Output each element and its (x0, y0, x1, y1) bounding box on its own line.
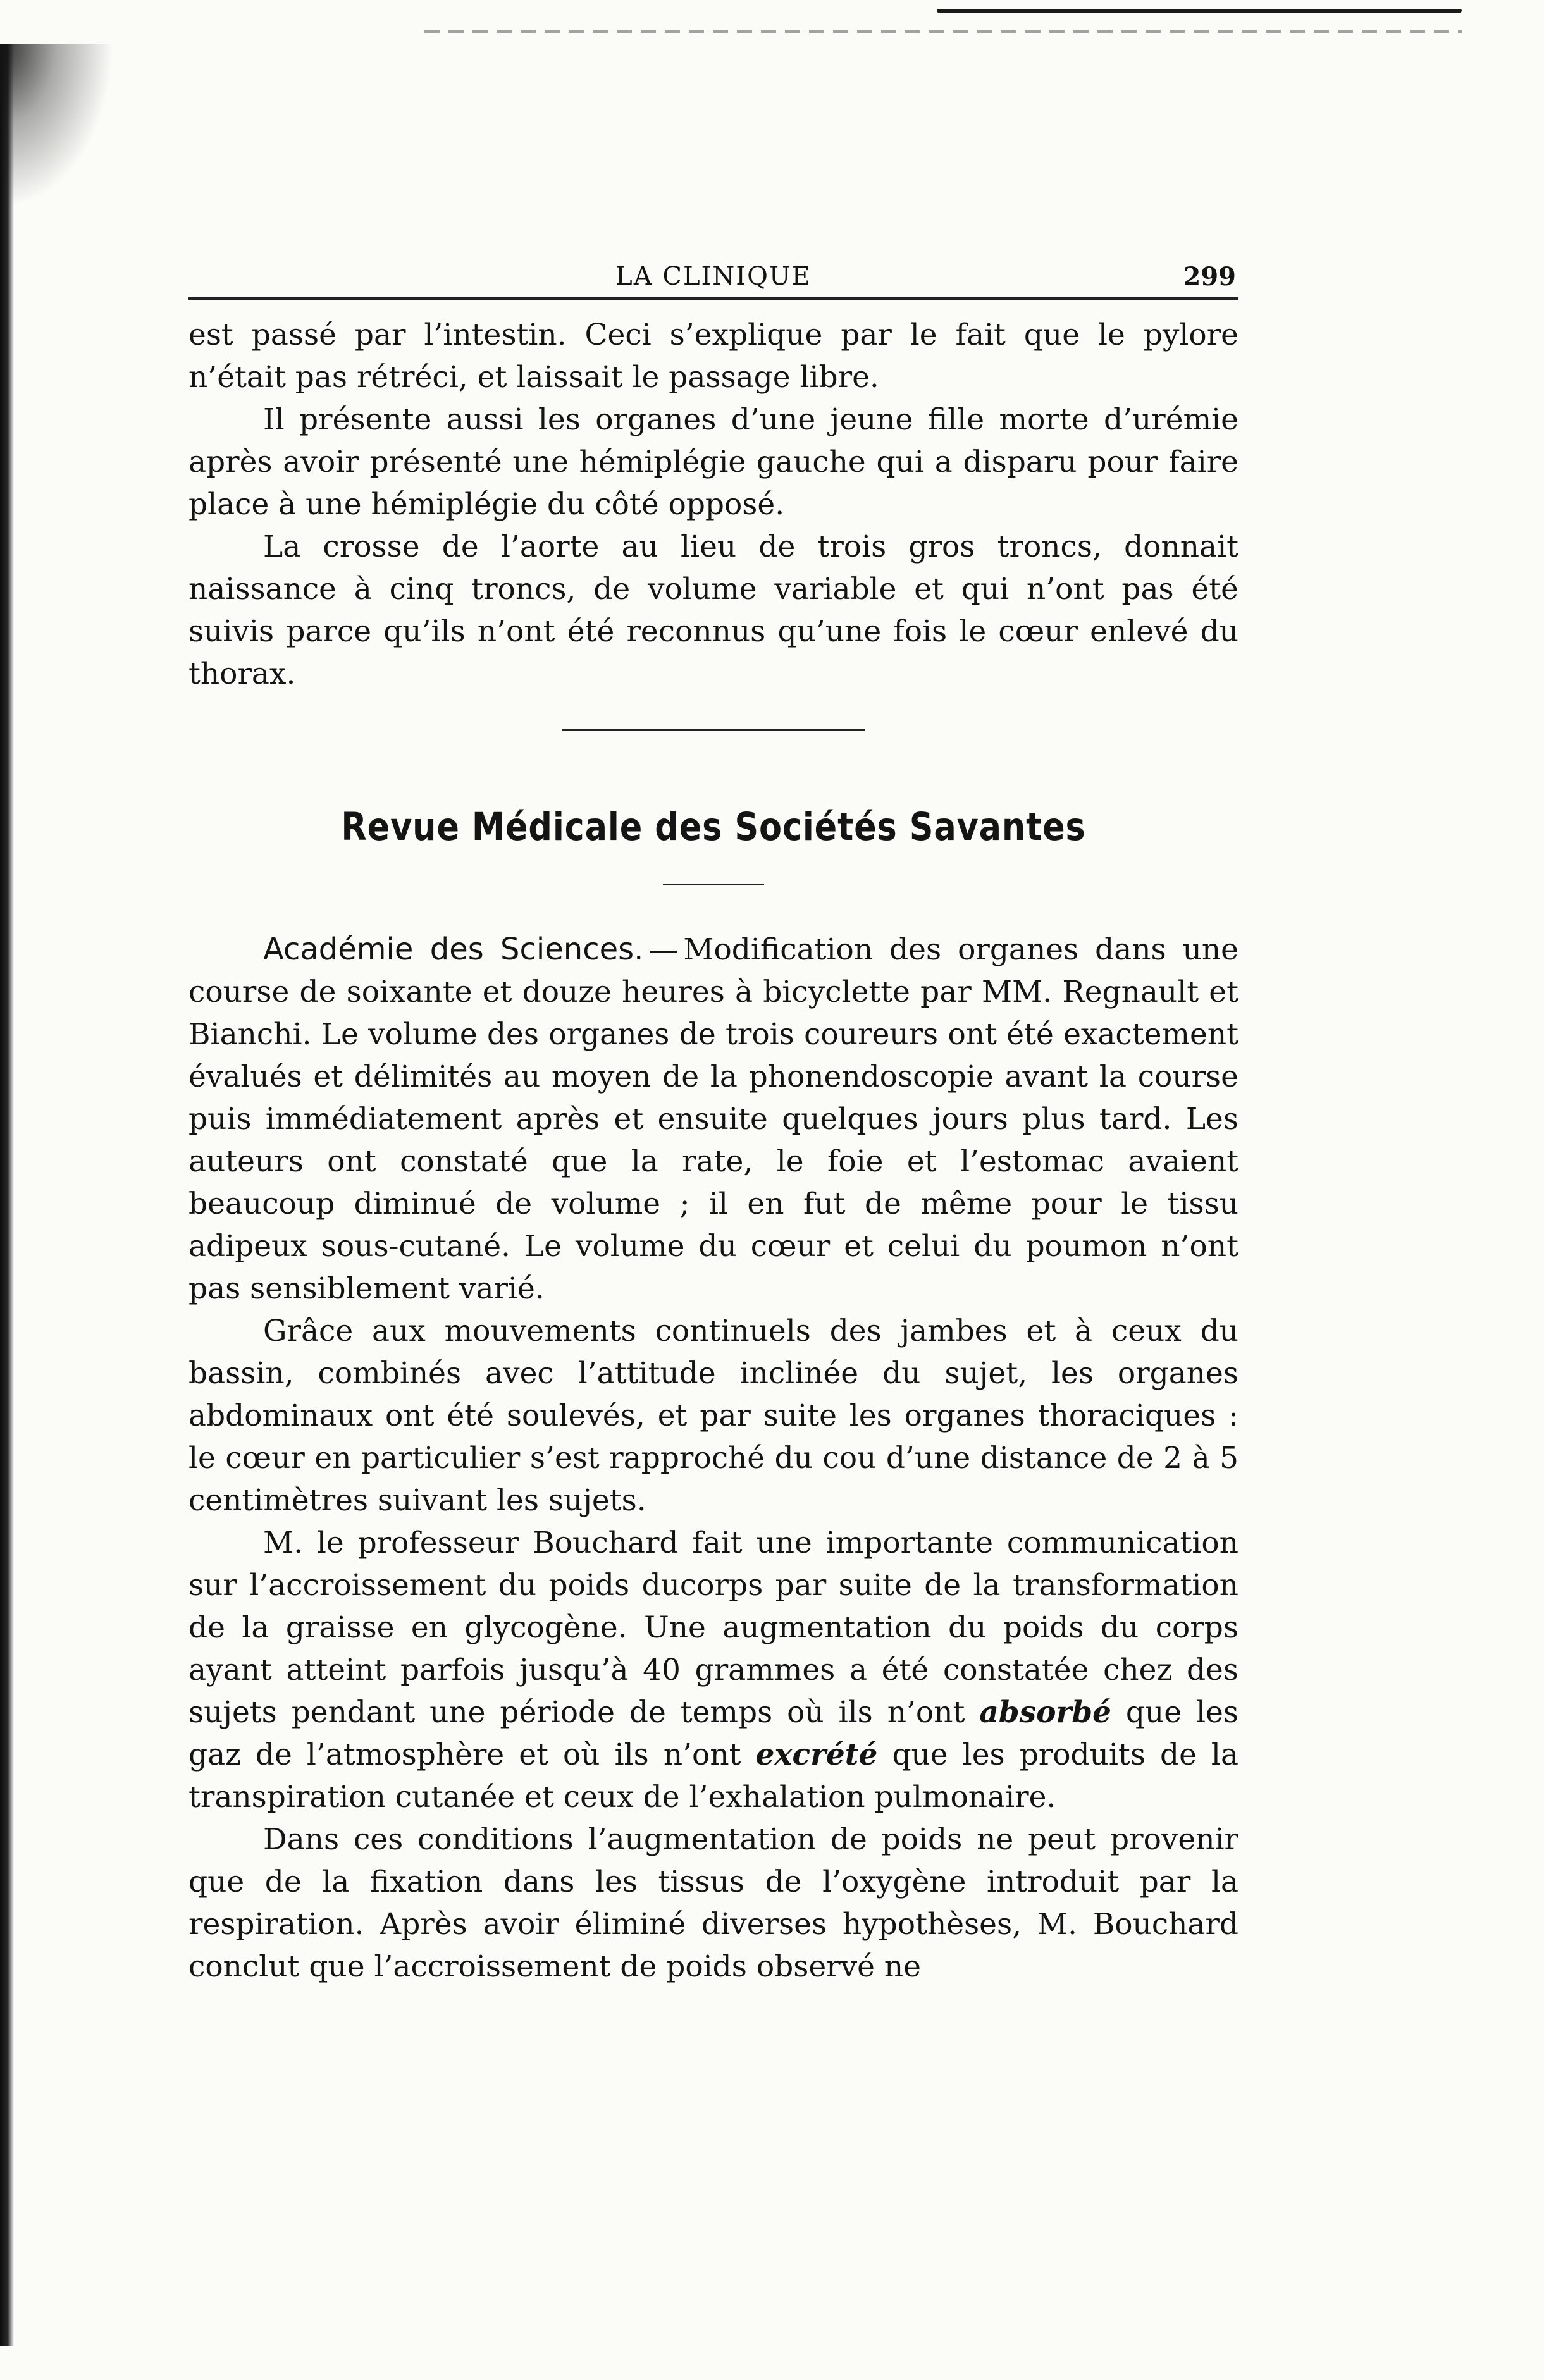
bouchard-italic-excrete: excrété (755, 1737, 878, 1772)
running-head (188, 253, 1238, 300)
bouchard-text-3: que les produits de la transpiration cutanée et ceux de l’exhalation pulmonaire. (188, 1737, 1238, 1815)
paragraph-conditions: Dans ces conditions l’augmentation de poids ne peut provenir que de la fixation dans les tissus de l’oxygène introduit par la respiration. Après avoir éliminé diverses hypothèses, M. Bouchard conclut que l’accroissement de poids observé ne (188, 1822, 1238, 1984)
section-title: Revue Médicale des Sociétés Savantes (341, 805, 1086, 849)
bouchard-text-1: M. le professeur Bouchard fait une importante communication sur l’accroissement du poids ducorps par suite de la transformation de la graisse en glycogène. Une augmentation du poids du corps ayant atteint parfois jusqu’à 40 grammes a été constatée chez des sujets pendant une période de temps où ils n’ont (188, 1526, 1238, 1730)
section-body (188, 928, 1238, 1988)
section-separator-rule (562, 729, 865, 731)
academie-text: Modification des organes dans une course de soixante et douze heures à bicyclette par MM. Regnault et Bianchi. Le volume des organes de trois coureurs ont été exactement évalués et délimités au moyen de la phonendoscopie avant la course puis immédiatement après et ensuite quelques jours plus tard. Les auteurs ont constaté que la rate, le foie et l’estomac avaient beaucoup diminué de volume ; il en fut de même pour le tissu adipeux sous-cutané. Le volume du cœur et celui du poumon n’ont pas sensiblement varié. (188, 932, 1238, 1306)
bouchard-text-2: que les gaz de l’atmosphère et où ils n’ont (188, 1695, 1238, 1772)
top-paragraphs (188, 314, 1238, 695)
paragraph-jeune-fille: Il présente aussi les organes d’une jeune fille morte d’urémie après avoir présenté une hémiplégie gauche qui a disparu pour faire place à une hémiplégie du côté opposé. (188, 402, 1238, 522)
paragraph-academie (188, 928, 1238, 1310)
academie-run-in: Académie des Sciences. (263, 932, 644, 967)
page (188, 253, 1238, 1988)
paragraph-grace: Grâce aux mouvements continuels des jambes et à ceux du bassin, combinés avec l’attitude inclinée du sujet, les organes abdominaux ont été soulevés, et par suite les organes thoraciques : le cœur en particulier s’est rapproché du cou d’une distance de 2 à 5 centimètres suivant les sujets. (188, 1314, 1238, 1518)
paragraph-continued: est passé par l’intestin. Ceci s’explique par le fait que le pylore n’était pas rétréci, et laissait le passage libre. (188, 318, 1238, 395)
scan-binding-corner-shadow (0, 44, 114, 209)
title-underline-rule (663, 884, 764, 885)
page-number: 299 (1183, 262, 1236, 292)
paragraph-aorte: La crosse de l’aorte au lieu de trois gros troncs, donnait naissance à cinq troncs, de volume variable et qui n’ont pas été suivis parce qu’ils n’ont été reconnus qu’une fois le cœur enlevé du thorax. (188, 529, 1238, 691)
running-title: LA CLINIQUE (615, 262, 812, 291)
paragraph-bouchard (188, 1522, 1238, 1818)
bouchard-italic-absorbe: absorbé (979, 1695, 1111, 1730)
scan-top-stroke (937, 9, 1462, 13)
scan-binding-shadow (0, 44, 14, 2346)
scan-top-faint-stroke (424, 30, 1462, 33)
em-dash: — (648, 932, 679, 967)
